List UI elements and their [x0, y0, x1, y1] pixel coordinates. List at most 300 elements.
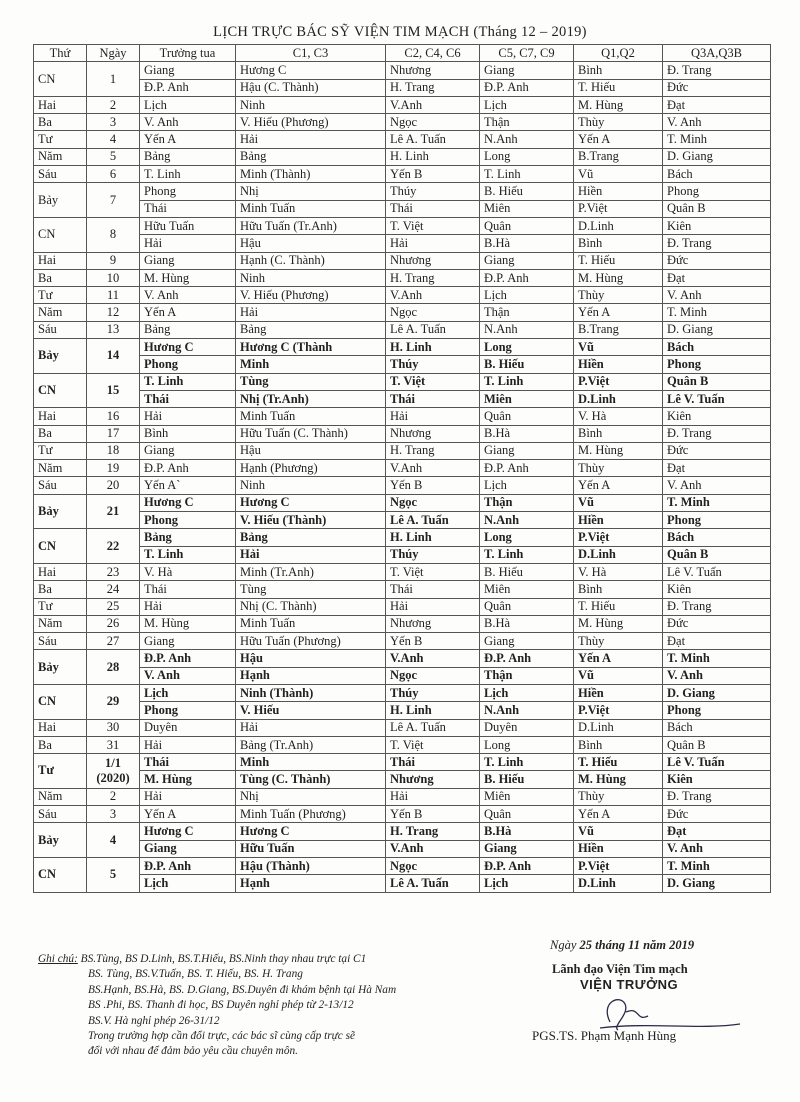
cell-c1c3: Nhị — [236, 183, 386, 200]
header-c1c3: C1, C3 — [236, 45, 386, 62]
cell-c2c4c6: V.Anh — [386, 287, 480, 304]
cell-lead: Thái — [140, 581, 236, 598]
cell-date: 15 — [87, 373, 140, 408]
table-row — [34, 650, 771, 667]
cell-c5c7c9: Lịch — [480, 875, 574, 892]
cell-day: Tư — [34, 287, 87, 304]
cell-q3aq3b: D. Giang — [663, 875, 771, 892]
cell-day: Tư — [34, 754, 87, 789]
cell-c1c3: Hương C — [236, 494, 386, 511]
note-line: BS .Phi, BS. Thanh đi học, BS Duyên nghỉ phép từ 2-13/12 — [88, 999, 354, 1012]
cell-c2c4c6: Ngọc — [386, 667, 480, 684]
cell-date: 26 — [87, 615, 140, 632]
sign-date-text: 25 tháng 11 năm 2019 — [579, 938, 695, 952]
cell-c2c4c6: Yến B — [386, 166, 480, 183]
cell-q1q2: T. Hiếu — [574, 598, 663, 615]
note-line — [38, 952, 396, 967]
table-row — [34, 857, 771, 874]
cell-q1q2: Yến A — [574, 477, 663, 494]
cell-day: Bảy — [34, 494, 87, 529]
table-row — [34, 79, 771, 96]
cell-c2c4c6: H. Linh — [386, 148, 480, 165]
cell-c2c4c6: Lê A. Tuấn — [386, 321, 480, 338]
table-row — [34, 425, 771, 442]
cell-date: 3 — [87, 806, 140, 823]
cell-q1q2: B.Trang — [574, 148, 663, 165]
cell-c1c3: Minh — [236, 754, 386, 771]
cell-lead: Giang — [140, 62, 236, 79]
cell-date: 11 — [87, 287, 140, 304]
table-row — [34, 166, 771, 183]
cell-c2c4c6: H. Linh — [386, 339, 480, 356]
cell-c5c7c9: B. Hiếu — [480, 183, 574, 200]
cell-c2c4c6: Thúy — [386, 356, 480, 373]
cell-lead: Phong — [140, 183, 236, 200]
cell-q1q2: V. Hà — [574, 563, 663, 580]
cell-c1c3: Nhị — [236, 788, 386, 805]
cell-day: CN — [34, 217, 87, 252]
cell-day: Bảy — [34, 650, 87, 685]
cell-q3aq3b: Bách — [663, 719, 771, 736]
cell-q3aq3b: Quân B — [663, 546, 771, 563]
cell-date: 8 — [87, 217, 140, 252]
cell-day: Ba — [34, 114, 87, 131]
signature-scribble-icon — [540, 992, 740, 1032]
cell-c1c3: Hậu — [236, 235, 386, 252]
cell-q3aq3b: Đ. Trang — [663, 788, 771, 805]
table-row — [34, 321, 771, 338]
cell-date: 20 — [87, 477, 140, 494]
cell-c5c7c9: Đ.P. Anh — [480, 650, 574, 667]
cell-q3aq3b: Đức — [663, 806, 771, 823]
cell-c1c3: Hương C — [236, 823, 386, 840]
cell-day: Hai — [34, 408, 87, 425]
cell-q1q2: Hiền — [574, 512, 663, 529]
cell-c5c7c9: Lịch — [480, 684, 574, 701]
cell-c5c7c9: Miên — [480, 200, 574, 217]
cell-q3aq3b: Kiên — [663, 217, 771, 234]
cell-day: Sáu — [34, 477, 87, 494]
cell-day: Hai — [34, 719, 87, 736]
note-line: đổi với nhau để đảm bảo yêu cầu chuyên môn. — [88, 1045, 298, 1058]
cell-lead: T. Linh — [140, 373, 236, 390]
cell-q3aq3b: V. Anh — [663, 114, 771, 131]
cell-c5c7c9: B. Hiếu — [480, 563, 574, 580]
cell-day: Năm — [34, 615, 87, 632]
table-row — [34, 615, 771, 632]
cell-c2c4c6: V.Anh — [386, 650, 480, 667]
cell-q1q2: Hiền — [574, 356, 663, 373]
cell-c1c3: Tùng (C. Thành) — [236, 771, 386, 788]
header-q3aq3b: Q3A,Q3B — [663, 45, 771, 62]
sign-office: VIỆN TRƯỞNG — [580, 977, 679, 992]
cell-date: 1 — [87, 62, 140, 97]
cell-date: 5 — [87, 857, 140, 892]
cell-date: 21 — [87, 494, 140, 529]
cell-day: Sáu — [34, 806, 87, 823]
cell-date: 27 — [87, 633, 140, 650]
table-row — [34, 875, 771, 892]
table-row — [34, 96, 771, 113]
cell-c2c4c6: Nhương — [386, 62, 480, 79]
table-row — [34, 512, 771, 529]
cell-q1q2: M. Hùng — [574, 96, 663, 113]
cell-q3aq3b: V. Anh — [663, 840, 771, 857]
cell-c2c4c6: Ngọc — [386, 114, 480, 131]
cell-c1c3: Minh Tuấn — [236, 200, 386, 217]
cell-q1q2: D.Linh — [574, 719, 663, 736]
cell-c5c7c9: Long — [480, 736, 574, 753]
cell-c1c3: Hải — [236, 304, 386, 321]
cell-date: 12 — [87, 304, 140, 321]
cell-q3aq3b: Đức — [663, 252, 771, 269]
cell-day: CN — [34, 529, 87, 564]
cell-c5c7c9: N.Anh — [480, 131, 574, 148]
cell-c1c3: Minh Tuấn (Phương) — [236, 806, 386, 823]
cell-q1q2: T. Hiếu — [574, 252, 663, 269]
cell-c1c3: Bảng — [236, 148, 386, 165]
cell-c1c3: Hải — [236, 546, 386, 563]
cell-q3aq3b: D. Giang — [663, 321, 771, 338]
cell-q3aq3b: Kiên — [663, 771, 771, 788]
cell-c2c4c6: Thái — [386, 754, 480, 771]
cell-c5c7c9: T. Linh — [480, 546, 574, 563]
cell-c5c7c9: Long — [480, 529, 574, 546]
signature-block — [532, 938, 780, 1044]
cell-q1q2: Thùy — [574, 633, 663, 650]
cell-q1q2: P.Việt — [574, 857, 663, 874]
cell-q1q2: Vũ — [574, 823, 663, 840]
cell-q3aq3b: Đạt — [663, 269, 771, 286]
cell-date: 2 — [87, 96, 140, 113]
cell-q1q2: Yến A — [574, 131, 663, 148]
cell-c5c7c9: B. Hiếu — [480, 356, 574, 373]
cell-day: Sáu — [34, 633, 87, 650]
cell-day: CN — [34, 684, 87, 719]
sign-date-prefix: Ngày — [550, 938, 580, 952]
cell-lead: Đ.P. Anh — [140, 650, 236, 667]
cell-lead: Bình — [140, 425, 236, 442]
cell-c1c3: Hậu (Thành) — [236, 857, 386, 874]
cell-c1c3: Minh Tuấn — [236, 408, 386, 425]
cell-lead: Đ.P. Anh — [140, 79, 236, 96]
cell-c2c4c6: H. Trang — [386, 269, 480, 286]
cell-date: 22 — [87, 529, 140, 564]
table-row — [34, 373, 771, 390]
cell-c2c4c6: Ngọc — [386, 494, 480, 511]
cell-c2c4c6: Thái — [386, 581, 480, 598]
cell-c2c4c6: V.Anh — [386, 460, 480, 477]
header-c5c7c9: C5, C7, C9 — [480, 45, 574, 62]
cell-c2c4c6: Nhương — [386, 252, 480, 269]
table-row — [34, 667, 771, 684]
cell-c5c7c9: Quân — [480, 806, 574, 823]
cell-c2c4c6: V.Anh — [386, 96, 480, 113]
cell-lead: Giang — [140, 252, 236, 269]
cell-c5c7c9: Giang — [480, 633, 574, 650]
cell-q3aq3b: Quân B — [663, 373, 771, 390]
cell-c2c4c6: Thúy — [386, 684, 480, 701]
cell-c5c7c9: Đ.P. Anh — [480, 857, 574, 874]
table-row — [34, 287, 771, 304]
cell-q1q2: M. Hùng — [574, 269, 663, 286]
cell-c5c7c9: Quân — [480, 408, 574, 425]
cell-lead: Hương C — [140, 823, 236, 840]
cell-q1q2: M. Hùng — [574, 615, 663, 632]
cell-c1c3: Tùng — [236, 581, 386, 598]
cell-day: Năm — [34, 460, 87, 477]
cell-lead: Hữu Tuấn — [140, 217, 236, 234]
table-row — [34, 460, 771, 477]
sign-date — [550, 938, 780, 953]
cell-c2c4c6: Hải — [386, 598, 480, 615]
table-row — [34, 304, 771, 321]
cell-c5c7c9: N.Anh — [480, 512, 574, 529]
cell-lead: Đ.P. Anh — [140, 460, 236, 477]
cell-c1c3: Hải — [236, 719, 386, 736]
cell-date: 24 — [87, 581, 140, 598]
cell-c1c3: Bảng — [236, 529, 386, 546]
cell-q3aq3b: T. Minh — [663, 131, 771, 148]
cell-lead: Bảng — [140, 529, 236, 546]
cell-q1q2: Vũ — [574, 667, 663, 684]
cell-date: 6 — [87, 166, 140, 183]
cell-q3aq3b: Phong — [663, 356, 771, 373]
cell-c2c4c6: H. Linh — [386, 529, 480, 546]
table-row — [34, 736, 771, 753]
cell-date: 13 — [87, 321, 140, 338]
cell-q1q2: Vũ — [574, 339, 663, 356]
notes-block — [38, 952, 397, 1060]
cell-q3aq3b: V. Anh — [663, 287, 771, 304]
cell-lead: Thái — [140, 200, 236, 217]
table-row — [34, 823, 771, 840]
cell-lead: M. Hùng — [140, 771, 236, 788]
cell-date: 7 — [87, 183, 140, 218]
table-row — [34, 581, 771, 598]
cell-q1q2: Thùy — [574, 788, 663, 805]
note-text: BS.Tùng, BS D.Linh, BS.T.Hiếu, BS.Ninh thay nhau trực tại C1 — [80, 953, 367, 965]
cell-c2c4c6: Lê A. Tuấn — [386, 875, 480, 892]
cell-day: Tư — [34, 131, 87, 148]
cell-q3aq3b: Đức — [663, 442, 771, 459]
cell-c1c3: Hữu Tuấn — [236, 840, 386, 857]
cell-day: CN — [34, 373, 87, 408]
cell-q3aq3b: Đạt — [663, 460, 771, 477]
table-row — [34, 806, 771, 823]
cell-q1q2: Yến A — [574, 806, 663, 823]
cell-q1q2: P.Việt — [574, 200, 663, 217]
cell-q1q2: Hiền — [574, 684, 663, 701]
cell-date: 19 — [87, 460, 140, 477]
cell-lead: Hải — [140, 235, 236, 252]
cell-q1q2: Yến A — [574, 650, 663, 667]
cell-lead: Hải — [140, 598, 236, 615]
table-row — [34, 252, 771, 269]
cell-date: 30 — [87, 719, 140, 736]
cell-c1c3: Hữu Tuấn (Tr.Anh) — [236, 217, 386, 234]
cell-day: Bảy — [34, 339, 87, 374]
cell-date: 23 — [87, 563, 140, 580]
cell-c5c7c9: Lịch — [480, 477, 574, 494]
cell-lead: Giang — [140, 442, 236, 459]
cell-day: Sáu — [34, 166, 87, 183]
cell-date: 14 — [87, 339, 140, 374]
cell-lead: T. Linh — [140, 166, 236, 183]
table-row — [34, 442, 771, 459]
cell-c1c3: Hương C (Thành — [236, 339, 386, 356]
cell-q1q2: Bình — [574, 235, 663, 252]
table-row — [34, 217, 771, 234]
cell-q3aq3b: Đạt — [663, 823, 771, 840]
cell-day: Bảy — [34, 823, 87, 858]
cell-c5c7c9: Giang — [480, 442, 574, 459]
cell-lead: Lịch — [140, 875, 236, 892]
note-line: BS.Hạnh, BS.Hà, BS. D.Giang, BS.Duyên đi khám bệnh tại Hà Nam — [88, 983, 397, 996]
table-row — [34, 390, 771, 407]
cell-c5c7c9: Long — [480, 339, 574, 356]
table-row — [34, 546, 771, 563]
cell-lead: Hải — [140, 736, 236, 753]
cell-lead: M. Hùng — [140, 615, 236, 632]
header-row — [34, 45, 771, 62]
cell-day: Hai — [34, 96, 87, 113]
cell-q1q2: P.Việt — [574, 373, 663, 390]
cell-c5c7c9: T. Linh — [480, 754, 574, 771]
table-row — [34, 62, 771, 79]
cell-date: 2 — [87, 788, 140, 805]
cell-c1c3: Nhị (Tr.Anh) — [236, 390, 386, 407]
cell-lead: Phong — [140, 512, 236, 529]
cell-c2c4c6: Hải — [386, 788, 480, 805]
cell-c5c7c9: B.Hà — [480, 823, 574, 840]
cell-c1c3: Minh Tuấn — [236, 615, 386, 632]
cell-c1c3: Ninh — [236, 269, 386, 286]
cell-c1c3: Hậu — [236, 442, 386, 459]
cell-lead: M. Hùng — [140, 269, 236, 286]
cell-lead: Duyên — [140, 719, 236, 736]
cell-q3aq3b: T. Minh — [663, 857, 771, 874]
cell-c1c3: Hương C — [236, 62, 386, 79]
page-title: LỊCH TRỰC BÁC SỸ VIỆN TIM MẠCH (Tháng 12 – 2019) — [213, 24, 587, 40]
header-day: Thứ — [34, 45, 87, 62]
cell-day: Tư — [34, 442, 87, 459]
cell-date: 31 — [87, 736, 140, 753]
cell-q1q2: D.Linh — [574, 217, 663, 234]
table-row — [34, 840, 771, 857]
cell-c2c4c6: Nhương — [386, 615, 480, 632]
cell-c2c4c6: Ngọc — [386, 304, 480, 321]
cell-q3aq3b: D. Giang — [663, 148, 771, 165]
cell-lead: Hương C — [140, 494, 236, 511]
table-row — [34, 408, 771, 425]
cell-c2c4c6: H. Linh — [386, 702, 480, 719]
cell-c5c7c9: Lịch — [480, 96, 574, 113]
table-row — [34, 200, 771, 217]
cell-c2c4c6: Thái — [386, 200, 480, 217]
cell-q1q2: D.Linh — [574, 875, 663, 892]
cell-c2c4c6: Hải — [386, 235, 480, 252]
cell-lead: Phong — [140, 356, 236, 373]
cell-c5c7c9: Quân — [480, 217, 574, 234]
cell-c1c3: V. Hiếu (Thành) — [236, 512, 386, 529]
table-row — [34, 183, 771, 200]
cell-date: 16 — [87, 408, 140, 425]
table-row — [34, 114, 771, 131]
cell-q3aq3b: Kiên — [663, 408, 771, 425]
table-row — [34, 788, 771, 805]
cell-c2c4c6: T. Việt — [386, 736, 480, 753]
cell-c5c7c9: N.Anh — [480, 702, 574, 719]
cell-c2c4c6: H. Trang — [386, 823, 480, 840]
cell-c5c7c9: Đ.P. Anh — [480, 460, 574, 477]
cell-q3aq3b: D. Giang — [663, 684, 771, 701]
cell-date: 10 — [87, 269, 140, 286]
cell-c2c4c6: Thúy — [386, 546, 480, 563]
table-row — [34, 356, 771, 373]
cell-c5c7c9: Thận — [480, 304, 574, 321]
cell-date: 25 — [87, 598, 140, 615]
cell-lead: T. Linh — [140, 546, 236, 563]
cell-c5c7c9: Miên — [480, 390, 574, 407]
cell-date: 17 — [87, 425, 140, 442]
cell-q1q2: Bình — [574, 62, 663, 79]
cell-c1c3: Ninh — [236, 477, 386, 494]
cell-date: 3 — [87, 114, 140, 131]
cell-q3aq3b: Bách — [663, 166, 771, 183]
cell-q1q2: Vũ — [574, 166, 663, 183]
cell-c1c3: Hữu Tuấn (Phương) — [236, 633, 386, 650]
cell-c2c4c6: Nhương — [386, 425, 480, 442]
cell-day: Ba — [34, 736, 87, 753]
notes-label: Ghi chú: — [38, 953, 78, 965]
cell-q1q2: Bình — [574, 581, 663, 598]
cell-c2c4c6: Lê A. Tuấn — [386, 512, 480, 529]
cell-c2c4c6: T. Việt — [386, 373, 480, 390]
cell-c5c7c9: Quân — [480, 598, 574, 615]
cell-c1c3: Minh — [236, 356, 386, 373]
cell-c1c3: Nhị (C. Thành) — [236, 598, 386, 615]
cell-c1c3: Hậu (C. Thành) — [236, 79, 386, 96]
cell-day: Sáu — [34, 321, 87, 338]
cell-day: Năm — [34, 788, 87, 805]
cell-q3aq3b: Đạt — [663, 96, 771, 113]
table-row — [34, 269, 771, 286]
cell-c5c7c9: Long — [480, 148, 574, 165]
cell-c5c7c9: Giang — [480, 840, 574, 857]
sign-leader: Lãnh đạo Viện Tim mạch — [552, 962, 688, 976]
cell-c1c3: Ninh — [236, 96, 386, 113]
cell-q3aq3b: Đ. Trang — [663, 235, 771, 252]
cell-day: Hai — [34, 252, 87, 269]
cell-lead: Đ.P. Anh — [140, 857, 236, 874]
cell-q1q2: Thùy — [574, 460, 663, 477]
table-row — [34, 339, 771, 356]
cell-lead: Lịch — [140, 96, 236, 113]
cell-c5c7c9: T. Linh — [480, 166, 574, 183]
cell-q3aq3b: T. Minh — [663, 304, 771, 321]
table-row — [34, 771, 771, 788]
header-lead: Trưởng tua — [140, 45, 236, 62]
cell-q1q2: M. Hùng — [574, 771, 663, 788]
cell-day: CN — [34, 62, 87, 97]
cell-q1q2: T. Hiếu — [574, 79, 663, 96]
cell-c1c3: Hạnh (Phương) — [236, 460, 386, 477]
cell-lead: Yến A — [140, 304, 236, 321]
cell-c2c4c6: Thúy — [386, 183, 480, 200]
cell-c1c3: Ninh (Thành) — [236, 684, 386, 701]
cell-day: Năm — [34, 148, 87, 165]
